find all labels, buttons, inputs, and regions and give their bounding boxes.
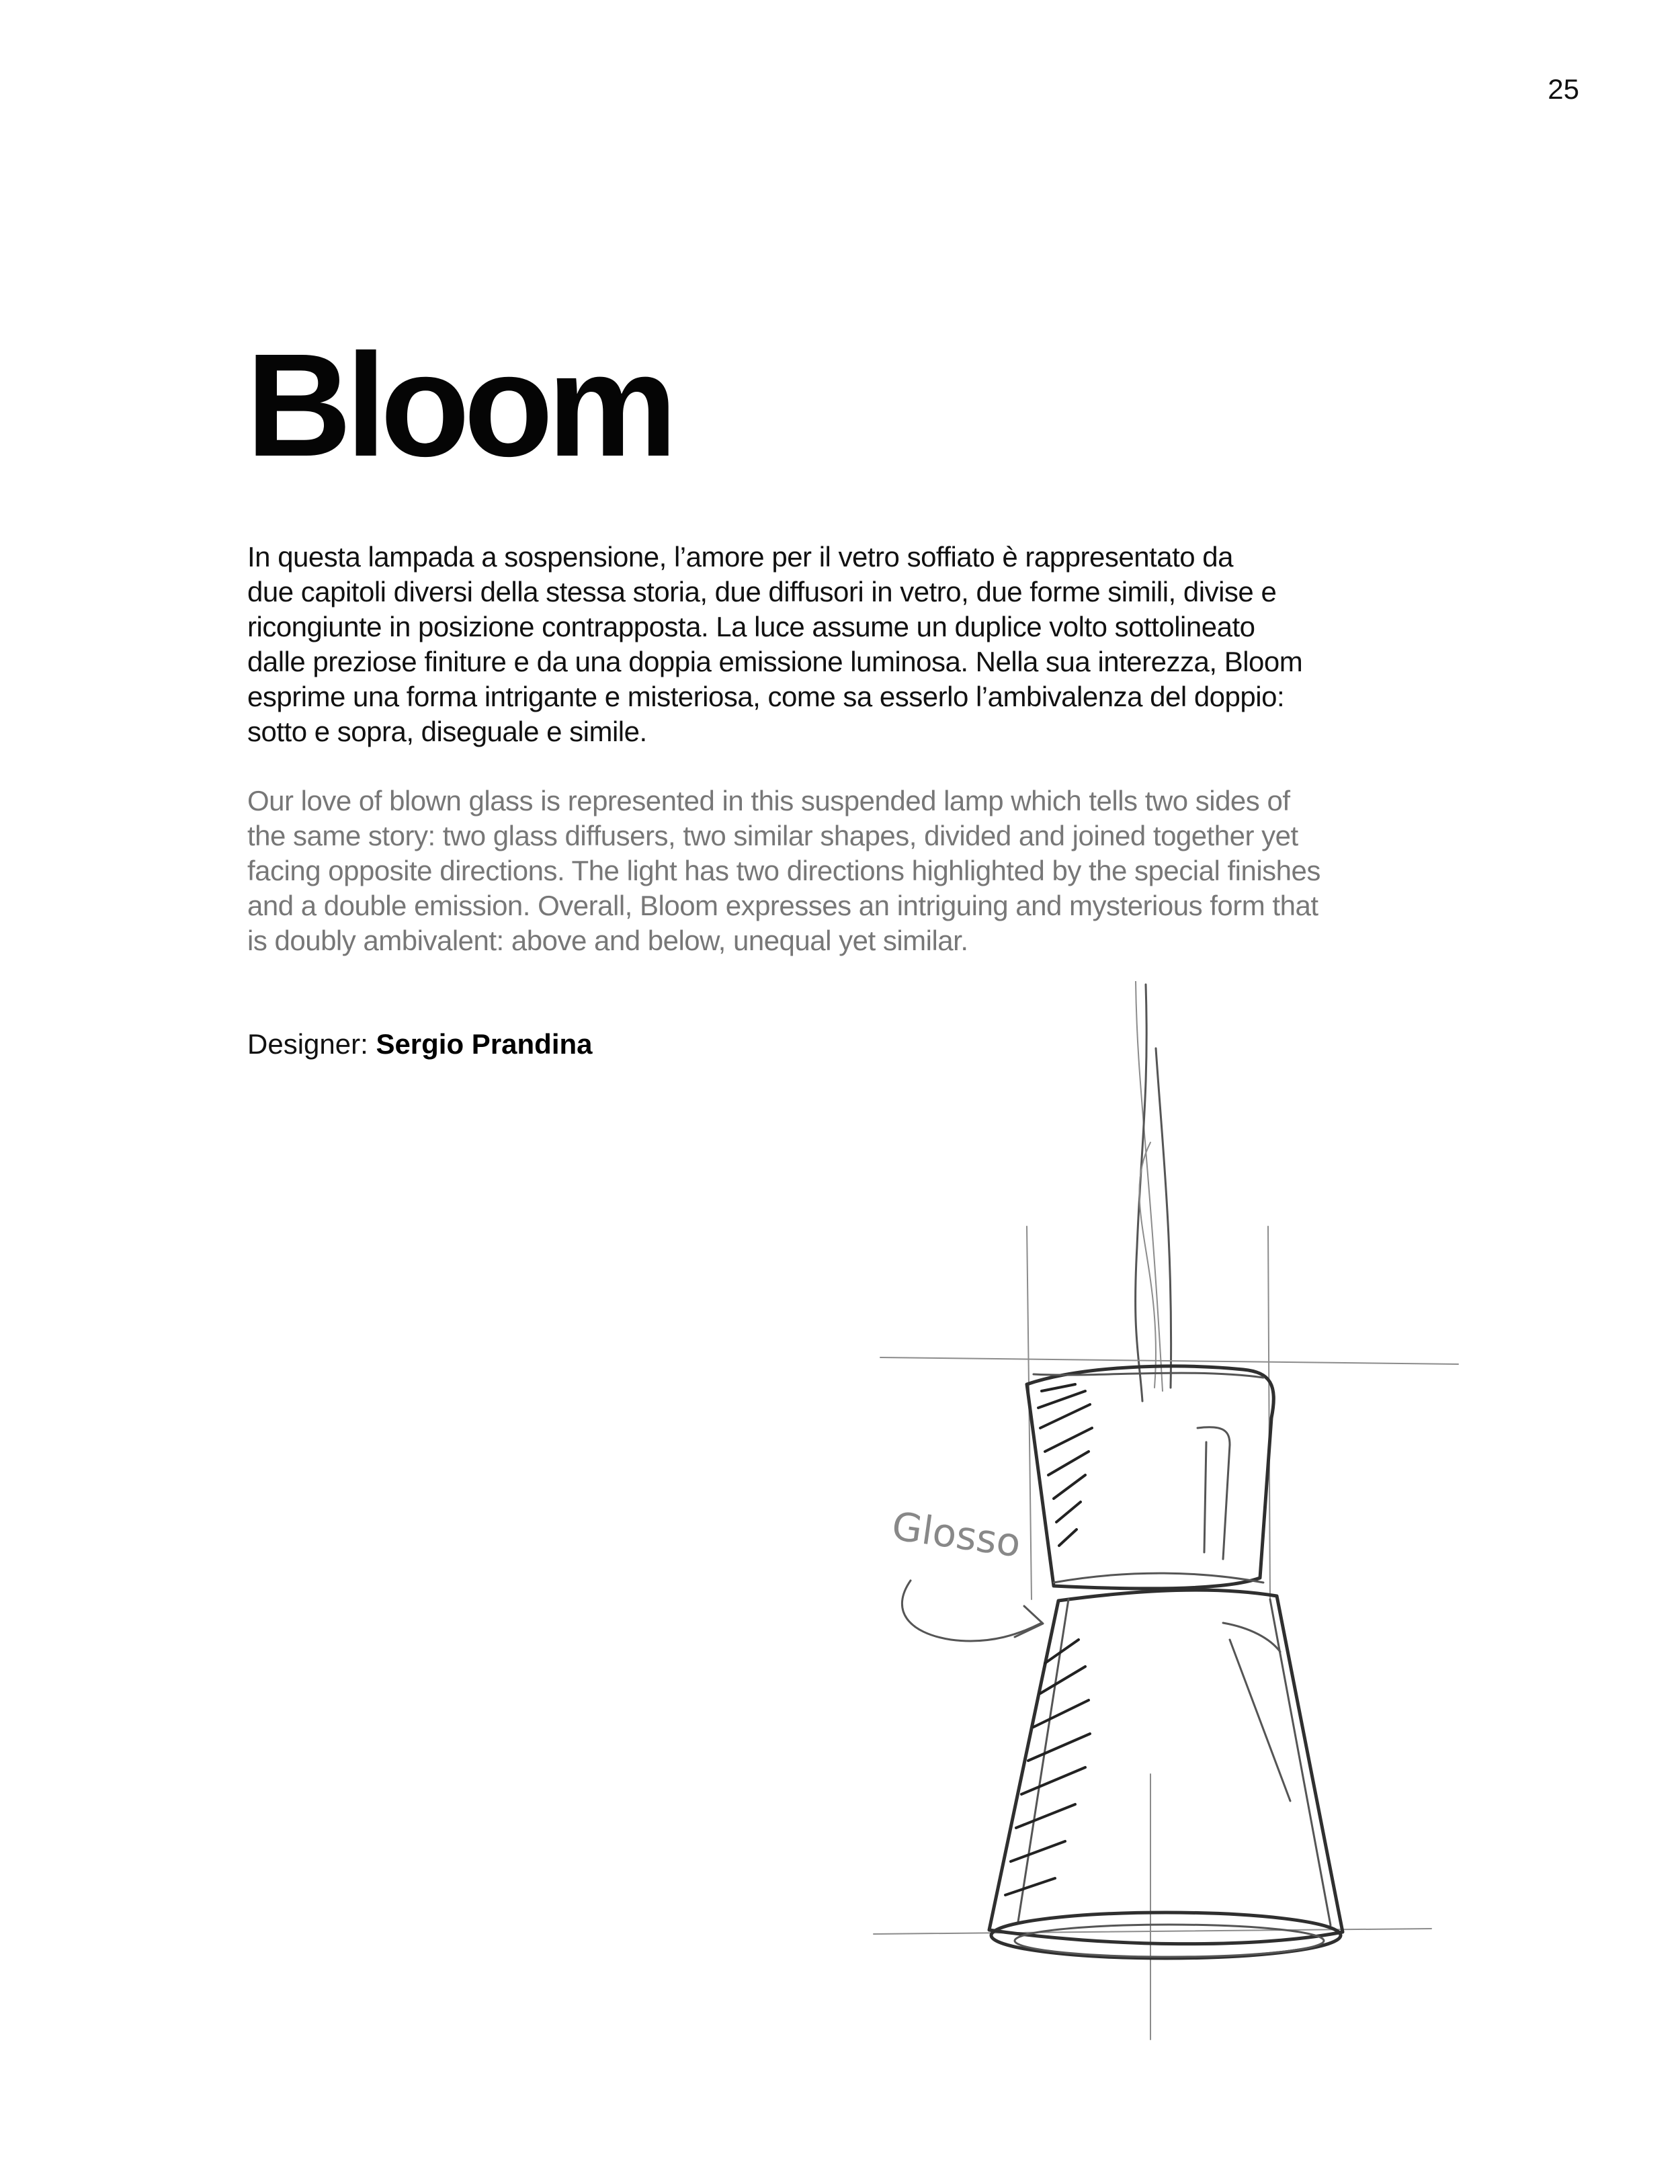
designer-label: Designer: (247, 1028, 368, 1060)
italian-line: ricongiunte in posizione contrapposta. La luce assume un duplice volto sottolineato (247, 611, 1255, 642)
pendant-lamp-sketch-icon (827, 981, 1499, 2043)
sketch-guide-line (880, 1357, 1458, 1364)
sketch-upper-base (1054, 1573, 1263, 1583)
italian-line: dalle preziose finiture e da una doppia emissione luminosa. Nella sua interezza, Bloom (247, 646, 1303, 677)
italian-line: due capitoli diversi della stessa storia, due diffusori in vetro, due forme simili, divise e (247, 576, 1277, 607)
sketch-arrow (902, 1581, 1040, 1641)
sketch-annotation: Glosso (889, 1503, 1024, 1566)
sketch-lower-shading (1005, 1640, 1090, 1895)
english-line: is doubly ambivalent: above and below, unequal yet similar. (247, 925, 968, 956)
italian-line: esprime una forma intrigante e misteriosa, come sa esserlo l’ambivalenza del doppio: (247, 681, 1285, 712)
page-number: 25 (1548, 73, 1579, 105)
italian-line: In questa lampada a sospensione, l’amore per il vetro soffiato è rappresentato da (247, 541, 1233, 573)
english-line: facing opposite directions. The light has two directions highlighted by the special finishes (247, 855, 1320, 886)
english-line: and a double emission. Overall, Bloom expresses an intriguing and mysterious form that (247, 890, 1318, 921)
product-title: Bloom (246, 324, 672, 487)
italian-line: sotto e sopra, diseguale e simile. (247, 716, 647, 747)
english-description (247, 784, 1403, 958)
sketch-upper-highlight (1198, 1427, 1230, 1559)
sketch-guide-line (1268, 1226, 1270, 1599)
italian-description (247, 540, 1403, 749)
english-line: Our love of blown glass is represented in this suspended lamp which tells two sides of (247, 785, 1290, 816)
sketch-guide-line (874, 1929, 1431, 1934)
designer-credit (247, 1027, 593, 1062)
sketch-cord-line (1136, 984, 1147, 1401)
english-line: the same story: two glass diffusers, two similar shapes, divided and joined together yet (247, 820, 1298, 851)
designer-name: Sergio Prandina (376, 1028, 593, 1060)
sketch-upper-highlight (1204, 1442, 1206, 1552)
sketch-cord-line (1156, 1048, 1171, 1388)
sketch-lower-side (1270, 1599, 1331, 1925)
